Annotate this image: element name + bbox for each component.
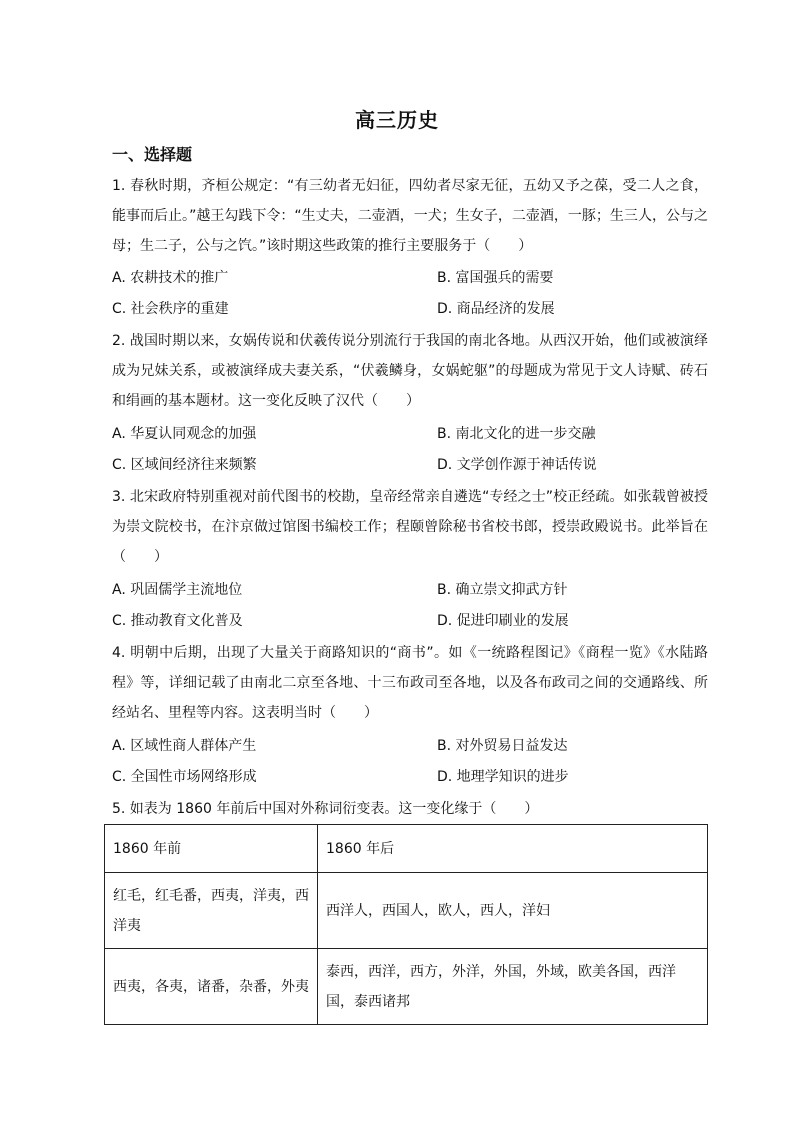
question-2-option-d[interactable]: D. 文学创作源于神话传说 xyxy=(437,457,597,473)
question-4-option-d[interactable]: D. 地理学知识的进步 xyxy=(437,769,569,785)
question-3-option-b[interactable]: B. 确立崇文抑武方针 xyxy=(437,582,568,598)
question-3-text: 3. 北宋政府特别重视对前代图书的校勘，皇帝经常亲自遴选“专经之士”校正经疏。如张载曾被授为崇文院校书，在汴京做过馆图书编校工作；程颐曾除秘书省校书郎，授崇政殿说书。此举旨在（ ） xyxy=(112,489,708,565)
question-1-text: 1. 春秋时期，齐桓公规定：“有三幼者无妇征，四幼者尽家无征，五幼又予之葆，受二人之食，能事而后止。”越王勾践下令：“生丈夫，二壶酒，一犬；生女子，二壶酒，一豚；生三人，公与之母；生二子，公与之饩。”该时期这些政策的推行主要服务于（ ） xyxy=(112,178,708,254)
page-title: 高三历史 xyxy=(355,108,439,132)
question-2-option-a[interactable]: A. 华夏认同观念的加强 xyxy=(112,426,257,442)
question-1-option-a[interactable]: A. 农耕技术的推广 xyxy=(112,270,229,286)
table-header-row xyxy=(105,825,708,873)
question-4-text: 4. 明朝中后期，出现了大量关于商路知识的“商书”。如《一统路程图记》《商程一览》《水陆路程》等，详细记载了由南北二京至各地、十三布政司至各地，以及各布政司之间的交通路线、所经站名、里程等内容。这表明当时（ ） xyxy=(112,645,708,721)
table-cell: 红毛，红毛番，西夷，洋夷，西洋夷 xyxy=(105,873,318,949)
question-1-option-d[interactable]: D. 商品经济的发展 xyxy=(437,301,555,317)
table-cell: 西夷，各夷，诸番，杂番，外夷 xyxy=(105,949,318,1025)
question-1-option-b[interactable]: B. 富国强兵的需要 xyxy=(437,270,554,286)
question-2-option-b[interactable]: B. 南北文化的进一步交融 xyxy=(437,426,596,442)
question-4-option-c[interactable]: C. 全国性市场网络形成 xyxy=(112,769,257,785)
section-heading: 一、选择题 xyxy=(112,145,193,164)
table-row xyxy=(105,873,708,949)
question-4-option-b[interactable]: B. 对外贸易日益发达 xyxy=(437,738,568,754)
question-4-option-a[interactable]: A. 区域性商人群体产生 xyxy=(112,738,257,754)
table-header-cell: 1860 年后 xyxy=(318,825,708,873)
question-3-option-d[interactable]: D. 促进印刷业的发展 xyxy=(437,613,569,629)
table-cell: 泰西，西洋，西方，外洋，外国，外域，欧美各国，西洋国，泰西诸邦 xyxy=(318,949,708,1025)
term-evolution-table xyxy=(104,824,708,1025)
table-cell: 西洋人，西国人，欧人，西人，洋妇 xyxy=(318,873,708,949)
question-3-option-c[interactable]: C. 推动教育文化普及 xyxy=(112,613,243,629)
table-row xyxy=(105,949,708,1025)
question-2-option-c[interactable]: C. 区域间经济往来频繁 xyxy=(112,457,257,473)
question-5-text: 5. 如表为 1860 年前后中国对外称词衍变表。这一变化缘于（ ） xyxy=(112,801,539,817)
question-2-text: 2. 战国时期以来，女娲传说和伏羲传说分别流行于我国的南北各地。从西汉开始，他们或被演绎成为兄妹关系，或被演绎成夫妻关系，“伏羲鳞身，女娲蛇躯”的母题成为常见于文人诗赋、砖石和绢画的基本题材。这一变化反映了汉代（ ） xyxy=(112,333,708,409)
question-3-option-a[interactable]: A. 巩固儒学主流地位 xyxy=(112,582,243,598)
table-header-cell: 1860 年前 xyxy=(105,825,318,873)
question-1-option-c[interactable]: C. 社会秩序的重建 xyxy=(112,301,229,317)
